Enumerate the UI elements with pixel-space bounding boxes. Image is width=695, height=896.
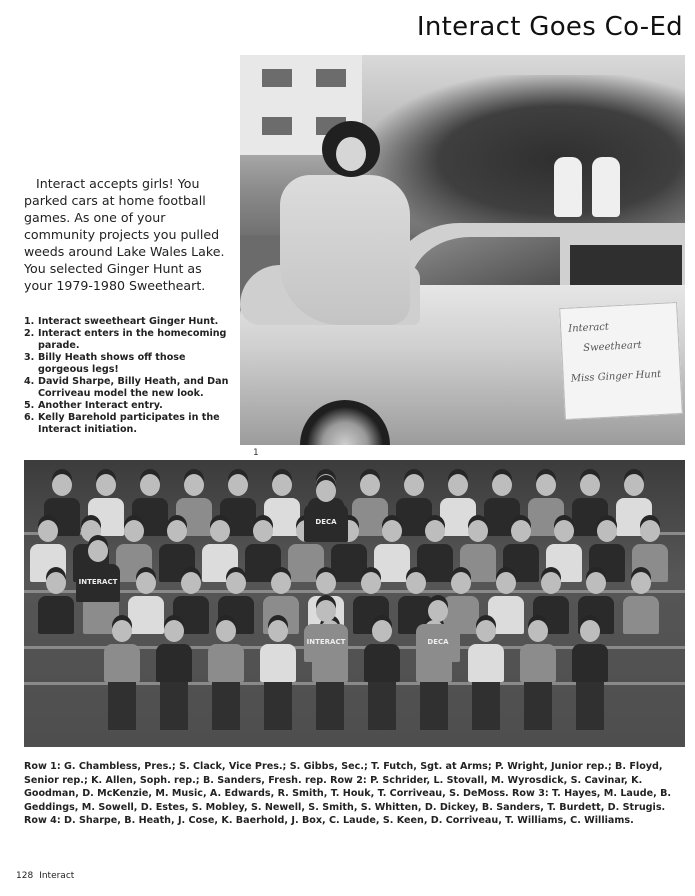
member-head — [361, 572, 381, 594]
member-legs — [212, 682, 240, 730]
photo-number: 1 — [253, 448, 259, 458]
member-legs — [368, 682, 396, 730]
building-window — [262, 69, 292, 87]
sign-line: Miss Ginger Hunt — [570, 368, 662, 385]
page-footer — [16, 871, 74, 881]
member-head — [253, 520, 273, 542]
member-head — [404, 474, 424, 496]
caption-item — [24, 412, 230, 436]
car-sign — [559, 302, 683, 420]
member-head — [210, 520, 230, 542]
member-shirt — [468, 644, 504, 682]
member-head — [554, 520, 574, 542]
member-head — [580, 620, 600, 642]
member-shirt — [208, 644, 244, 682]
group-member — [208, 620, 244, 730]
member-head — [476, 620, 496, 642]
member-head — [88, 540, 108, 562]
member-head — [136, 572, 156, 594]
member-legs — [264, 682, 292, 730]
sign-line: Sweetheart — [583, 339, 642, 354]
caption-number: 4. — [24, 376, 35, 387]
caption-text: Kelly Barehold participates in the Interact initiation. — [38, 412, 220, 435]
member-head — [268, 620, 288, 642]
member-head — [406, 572, 426, 594]
caption-number: 3. — [24, 352, 35, 363]
group-member — [104, 620, 140, 730]
member-head — [536, 474, 556, 496]
group-member — [38, 572, 74, 634]
member-head — [382, 520, 402, 542]
sweetheart-dress — [280, 175, 410, 325]
caption-item — [24, 376, 230, 400]
member-head — [451, 572, 471, 594]
member-head — [96, 474, 116, 496]
member-head — [428, 600, 448, 622]
bystander-figure — [592, 157, 620, 217]
caption-item — [24, 400, 230, 412]
member-head — [528, 620, 548, 642]
member-head — [272, 474, 292, 496]
member-head — [226, 572, 246, 594]
shirt-label: DECA — [427, 638, 449, 646]
group-member — [76, 540, 120, 602]
member-head — [316, 572, 336, 594]
member-legs — [316, 682, 344, 730]
member-head — [228, 474, 248, 496]
caption-text: Billy Heath shows off those gorgeous legs! — [38, 352, 186, 375]
group-member — [572, 620, 608, 730]
member-shirt — [304, 504, 348, 542]
member-head — [38, 520, 58, 542]
member-head — [360, 474, 380, 496]
caption-item — [24, 316, 230, 328]
member-head — [316, 600, 336, 622]
member-shirt — [623, 596, 659, 634]
roster-caption: Row 1: G. Chambless, Pres.; S. Clack, Vice Pres.; S. Gibbs, Sec.; T. Futch, Sgt. at Arms; P. Wright, Junior rep.; B. Floyd, Senior rep.; K. Allen, Soph. rep.; B. Sanders, Fresh. rep. Row 2: P. Schrider, L. Stovall, M. Wyrosdick, S. Cavinar, K. Goodman, D. McKenzie, M. Music, A. Edwards, R. Smith, T. Houk, T. Corriveau, S. DeMoss. Row 3: T. Hayes, M. Laude, B. Geddings, M. Sowell, D. Estes, S. Mobley, S. Newell, S. Smith, S. Whitten, D. Dickey, B. Sanders, T. Burdett, D. Strugis. Row 4: D. Sharpe, B. Heath, J. Cose, K. Baerhold, J. Box, C. Laude, S. Keen, D. Corriveau, T. Williams, C. Williams. — [24, 761, 672, 826]
sweetheart-face — [336, 137, 366, 171]
member-shirt — [572, 644, 608, 682]
building-window — [262, 117, 292, 135]
member-shirt — [364, 644, 400, 682]
member-shirt — [304, 624, 348, 662]
member-head — [586, 572, 606, 594]
member-head — [164, 620, 184, 642]
photo-captions-list — [24, 316, 230, 436]
caption-item — [24, 328, 230, 352]
member-head — [181, 572, 201, 594]
member-head — [316, 480, 336, 502]
member-head — [271, 572, 291, 594]
group-member — [623, 572, 659, 634]
page-title: Interact Goes Co-Ed — [416, 12, 683, 42]
member-head — [624, 474, 644, 496]
bystander-figure — [554, 157, 582, 217]
group-member — [156, 620, 192, 730]
building-window — [316, 69, 346, 87]
member-shirt — [520, 644, 556, 682]
member-legs — [108, 682, 136, 730]
shirt-label: INTERACT — [78, 578, 118, 586]
caption-text: Another Interact entry. — [38, 400, 163, 411]
member-shirt — [104, 644, 140, 682]
member-head — [112, 620, 132, 642]
group-member — [260, 620, 296, 730]
member-head — [52, 474, 72, 496]
member-shirt — [156, 644, 192, 682]
group-member — [468, 620, 504, 730]
member-shirt — [416, 624, 460, 662]
member-head — [492, 474, 512, 496]
sweetheart-photo — [240, 55, 685, 445]
member-head — [184, 474, 204, 496]
member-head — [468, 520, 488, 542]
group-member — [364, 620, 400, 730]
member-head — [167, 520, 187, 542]
member-head — [597, 520, 617, 542]
member-head — [511, 520, 531, 542]
member-shirt — [260, 644, 296, 682]
member-head — [496, 572, 516, 594]
caption-text: Interact enters in the homecoming parade. — [38, 328, 227, 351]
intro-paragraph: Interact accepts girls! You parked cars at home football games. As one of your community projects you pulled weeds around Lake Wales Lake. You selected Ginger Hunt as your 1979-1980 Sweetheart. — [24, 176, 225, 293]
member-legs — [472, 682, 500, 730]
section-name: Interact — [39, 871, 75, 881]
member-head — [81, 520, 101, 542]
member-shirt — [76, 564, 120, 602]
group-member — [520, 620, 556, 730]
shirt-label: DECA — [315, 518, 337, 526]
member-head — [216, 620, 236, 642]
member-legs — [576, 682, 604, 730]
caption-number: 2. — [24, 328, 35, 339]
member-head — [631, 572, 651, 594]
member-head — [448, 474, 468, 496]
member-head — [640, 520, 660, 542]
group-member — [304, 600, 348, 662]
sign-line: Interact — [567, 321, 610, 335]
group-member — [304, 480, 348, 542]
page-number: 128 — [16, 871, 34, 881]
member-head — [541, 572, 561, 594]
caption-number: 5. — [24, 400, 35, 411]
member-head — [46, 572, 66, 594]
group-photo — [24, 460, 685, 747]
member-head — [124, 520, 144, 542]
caption-text: David Sharpe, Billy Heath, and Dan Corriveau model the new look. — [38, 376, 229, 399]
member-head — [140, 474, 160, 496]
member-head — [425, 520, 445, 542]
shirt-label: INTERACT — [306, 638, 346, 646]
member-legs — [524, 682, 552, 730]
caption-text: Interact sweetheart Ginger Hunt. — [38, 316, 219, 327]
group-member — [416, 600, 460, 662]
member-head — [372, 620, 392, 642]
member-head — [580, 474, 600, 496]
member-legs — [420, 682, 448, 730]
member-shirt — [38, 596, 74, 634]
member-legs — [160, 682, 188, 730]
caption-number: 6. — [24, 412, 35, 423]
caption-number: 1. — [24, 316, 35, 327]
caption-item — [24, 352, 230, 376]
background-trees — [370, 75, 685, 245]
